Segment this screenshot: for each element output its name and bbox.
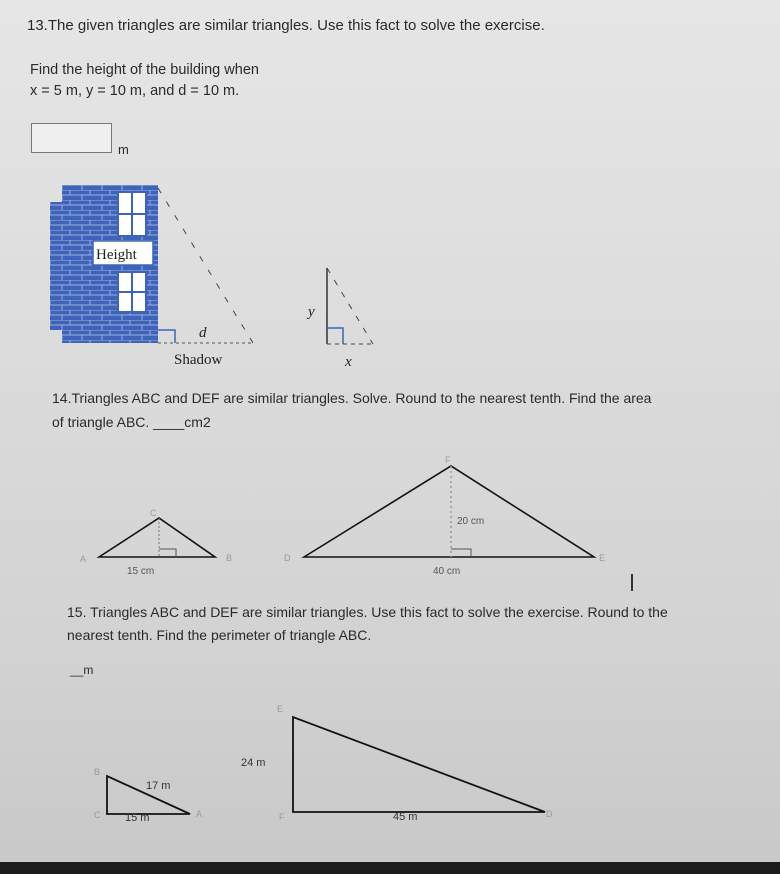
- x-label: x: [345, 354, 352, 370]
- building: [50, 185, 158, 343]
- d-label: d: [199, 325, 207, 341]
- question-13-prompt-line1: Find the height of the building when: [30, 62, 259, 78]
- right-angle-mark: [158, 330, 175, 343]
- question-13-unit: m: [118, 142, 129, 157]
- height-big-14: 20 cm: [457, 516, 485, 527]
- height-label: Height: [96, 247, 137, 263]
- vertex-d-14: D: [284, 553, 291, 563]
- vertex-a-15: A: [196, 809, 203, 819]
- base-small-15: 15 m: [125, 812, 150, 824]
- vertex-e-14: E: [599, 553, 606, 563]
- vertex-c-15: C: [94, 810, 101, 820]
- small-triangle-hypotenuse: [327, 268, 373, 344]
- right-angle-abc-14: [159, 549, 176, 557]
- base-small-14: 15 cm: [127, 566, 155, 577]
- question-13-prompt-line2: x = 5 m, y = 10 m, and d = 10 m.: [30, 83, 240, 99]
- right-angle-def-14: [451, 549, 471, 557]
- vertex-f-14: F: [445, 455, 451, 465]
- y-label: y: [308, 304, 315, 320]
- vertex-f-15: F: [279, 812, 285, 822]
- vertex-b-14: B: [226, 553, 233, 563]
- vertex-e-15: E: [277, 704, 284, 714]
- triangle-def-15: [293, 717, 545, 812]
- shadow-label: Shadow: [174, 352, 223, 368]
- question-15-answer-blank[interactable]: __m: [70, 663, 94, 677]
- vertex-a-14: A: [80, 554, 87, 564]
- vertex-d-15: D: [546, 809, 553, 819]
- triangle-abc-14: [99, 518, 215, 557]
- height-big-15: 24 m: [241, 757, 266, 769]
- question-15-line1: 15. Triangles ABC and DEF are similar triangles. Use this fact to solve the exercise. Round to the: [67, 604, 668, 620]
- small-right-angle-mark: [327, 328, 343, 344]
- question-15-line2: nearest tenth. Find the perimeter of triangle ABC.: [67, 627, 372, 643]
- base-big-15: 45 m: [393, 811, 418, 823]
- sun-ray-line: [158, 188, 253, 343]
- vertex-b-15: B: [94, 767, 101, 777]
- vertex-c-14: C: [150, 508, 157, 518]
- bottom-bar: [0, 862, 780, 874]
- question-14-line1: 14.Triangles ABC and DEF are similar triangles. Solve. Round to the nearest tenth. Find the area: [52, 390, 652, 406]
- hyp-small-15: 17 m: [146, 780, 171, 792]
- base-big-14: 40 cm: [433, 566, 461, 577]
- question-13-title: 13.The given triangles are similar triangles. Use this fact to solve the exercise.: [27, 17, 545, 34]
- question-14-line2: of triangle ABC. ____cm2: [52, 414, 211, 430]
- text-cursor: [631, 574, 633, 591]
- triangle-def-14: [304, 466, 594, 557]
